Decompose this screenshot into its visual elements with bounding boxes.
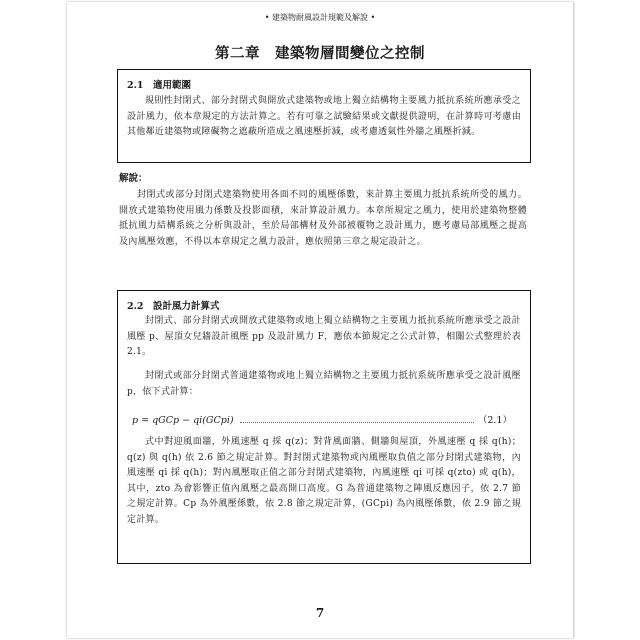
running-header: • 建築物耐風設計規範及解說 • (264, 13, 376, 22)
equation-leader-dots (240, 421, 474, 423)
page-number: 7 (315, 606, 325, 620)
equation-number: （2.1） (477, 415, 512, 426)
explanation-body: 封閉式或部分封閉式建築物使用各面不同的風壓係數，來計算主要風力抵抗系統所受的風力。開放式建築物使用風力係數及投影面積，來計算設計風力。本章所規定之風力，使用於建築物整體抵抗風力結構系統之分析與設計，至於局部構材及外部被覆物之設計風力，應考慮局部風壓之提高及內風壓效應，不得以本章規定之風力設計，應依照第三章之規定設計之。 (119, 190, 527, 247)
section-2-2-para-3: 式中對迎風面牆，外風速壓 q 採 q(z)；對背風面牆、側牆與屋頂，外風速壓 q 採 q(h)；q(z) 與 q(h) 依 2.6 節之規定計算。對封閉式建築物或內風壓取負值之部分封閉式建築物，內風速壓 qi 採 q(h)；對內風壓取正值之部分封閉式建築物，內風速壓 qi 可採 q(zto) 或 q(h)，其中，zto 為會影響正值內風壓之最高開口高度。G 為普通建築物之陣風反應因子，依 2.7 節之規定計算。Cp 為外風壓係數，依 2.8 節之規定計算，(GCpi) 為內風壓係數，依 2.9 節之規定計算。 (127, 437, 521, 525)
section-2-1-body: 規則性封閉式、部分封閉式與開放式建築物或地上獨立結構物主要風力抵抗系統所應承受之設計風力，依本章規定的方法計算之。若有可靠之試驗結果或文獻提供證明，在計算時可考慮由其他鄰近建築物或障礙物之遮蔽所造成之風速壓折減，或考慮透氣性外牆之風壓折減。 (127, 96, 521, 137)
section-2-2-title: 2.2 設計風力計算式 (127, 301, 220, 312)
section-2-1-title: 2.1 適用範圍 (127, 80, 192, 91)
equation-formula: p = qGCp − qi(GCpi) (132, 415, 234, 426)
section-2-2-para-2: 封閉式或部分封閉式普通建築物或地上獨立結構物之主要風力抵抗系統所應承受之設計風壓 p，依下式計算： (127, 371, 521, 397)
document-page (67, 2, 573, 638)
explanation-label: 解說： (119, 173, 148, 184)
equation-2-1 (132, 412, 512, 426)
section-2-1-box (117, 69, 531, 163)
section-2-2-box (117, 290, 531, 564)
section-2-2-para-1: 封閉式、部分封閉式或開放式建築物或地上獨立結構物之主要風力抵抗系統所應承受之設計風壓 p、屋頂女兒牆設計風壓 pp 及設計風力 F，應依本節規定之公式計算，相關公式整理於表 2.1。 (127, 316, 521, 357)
chapter-title: 第二章 建築物層間變位之控制 (215, 45, 425, 62)
